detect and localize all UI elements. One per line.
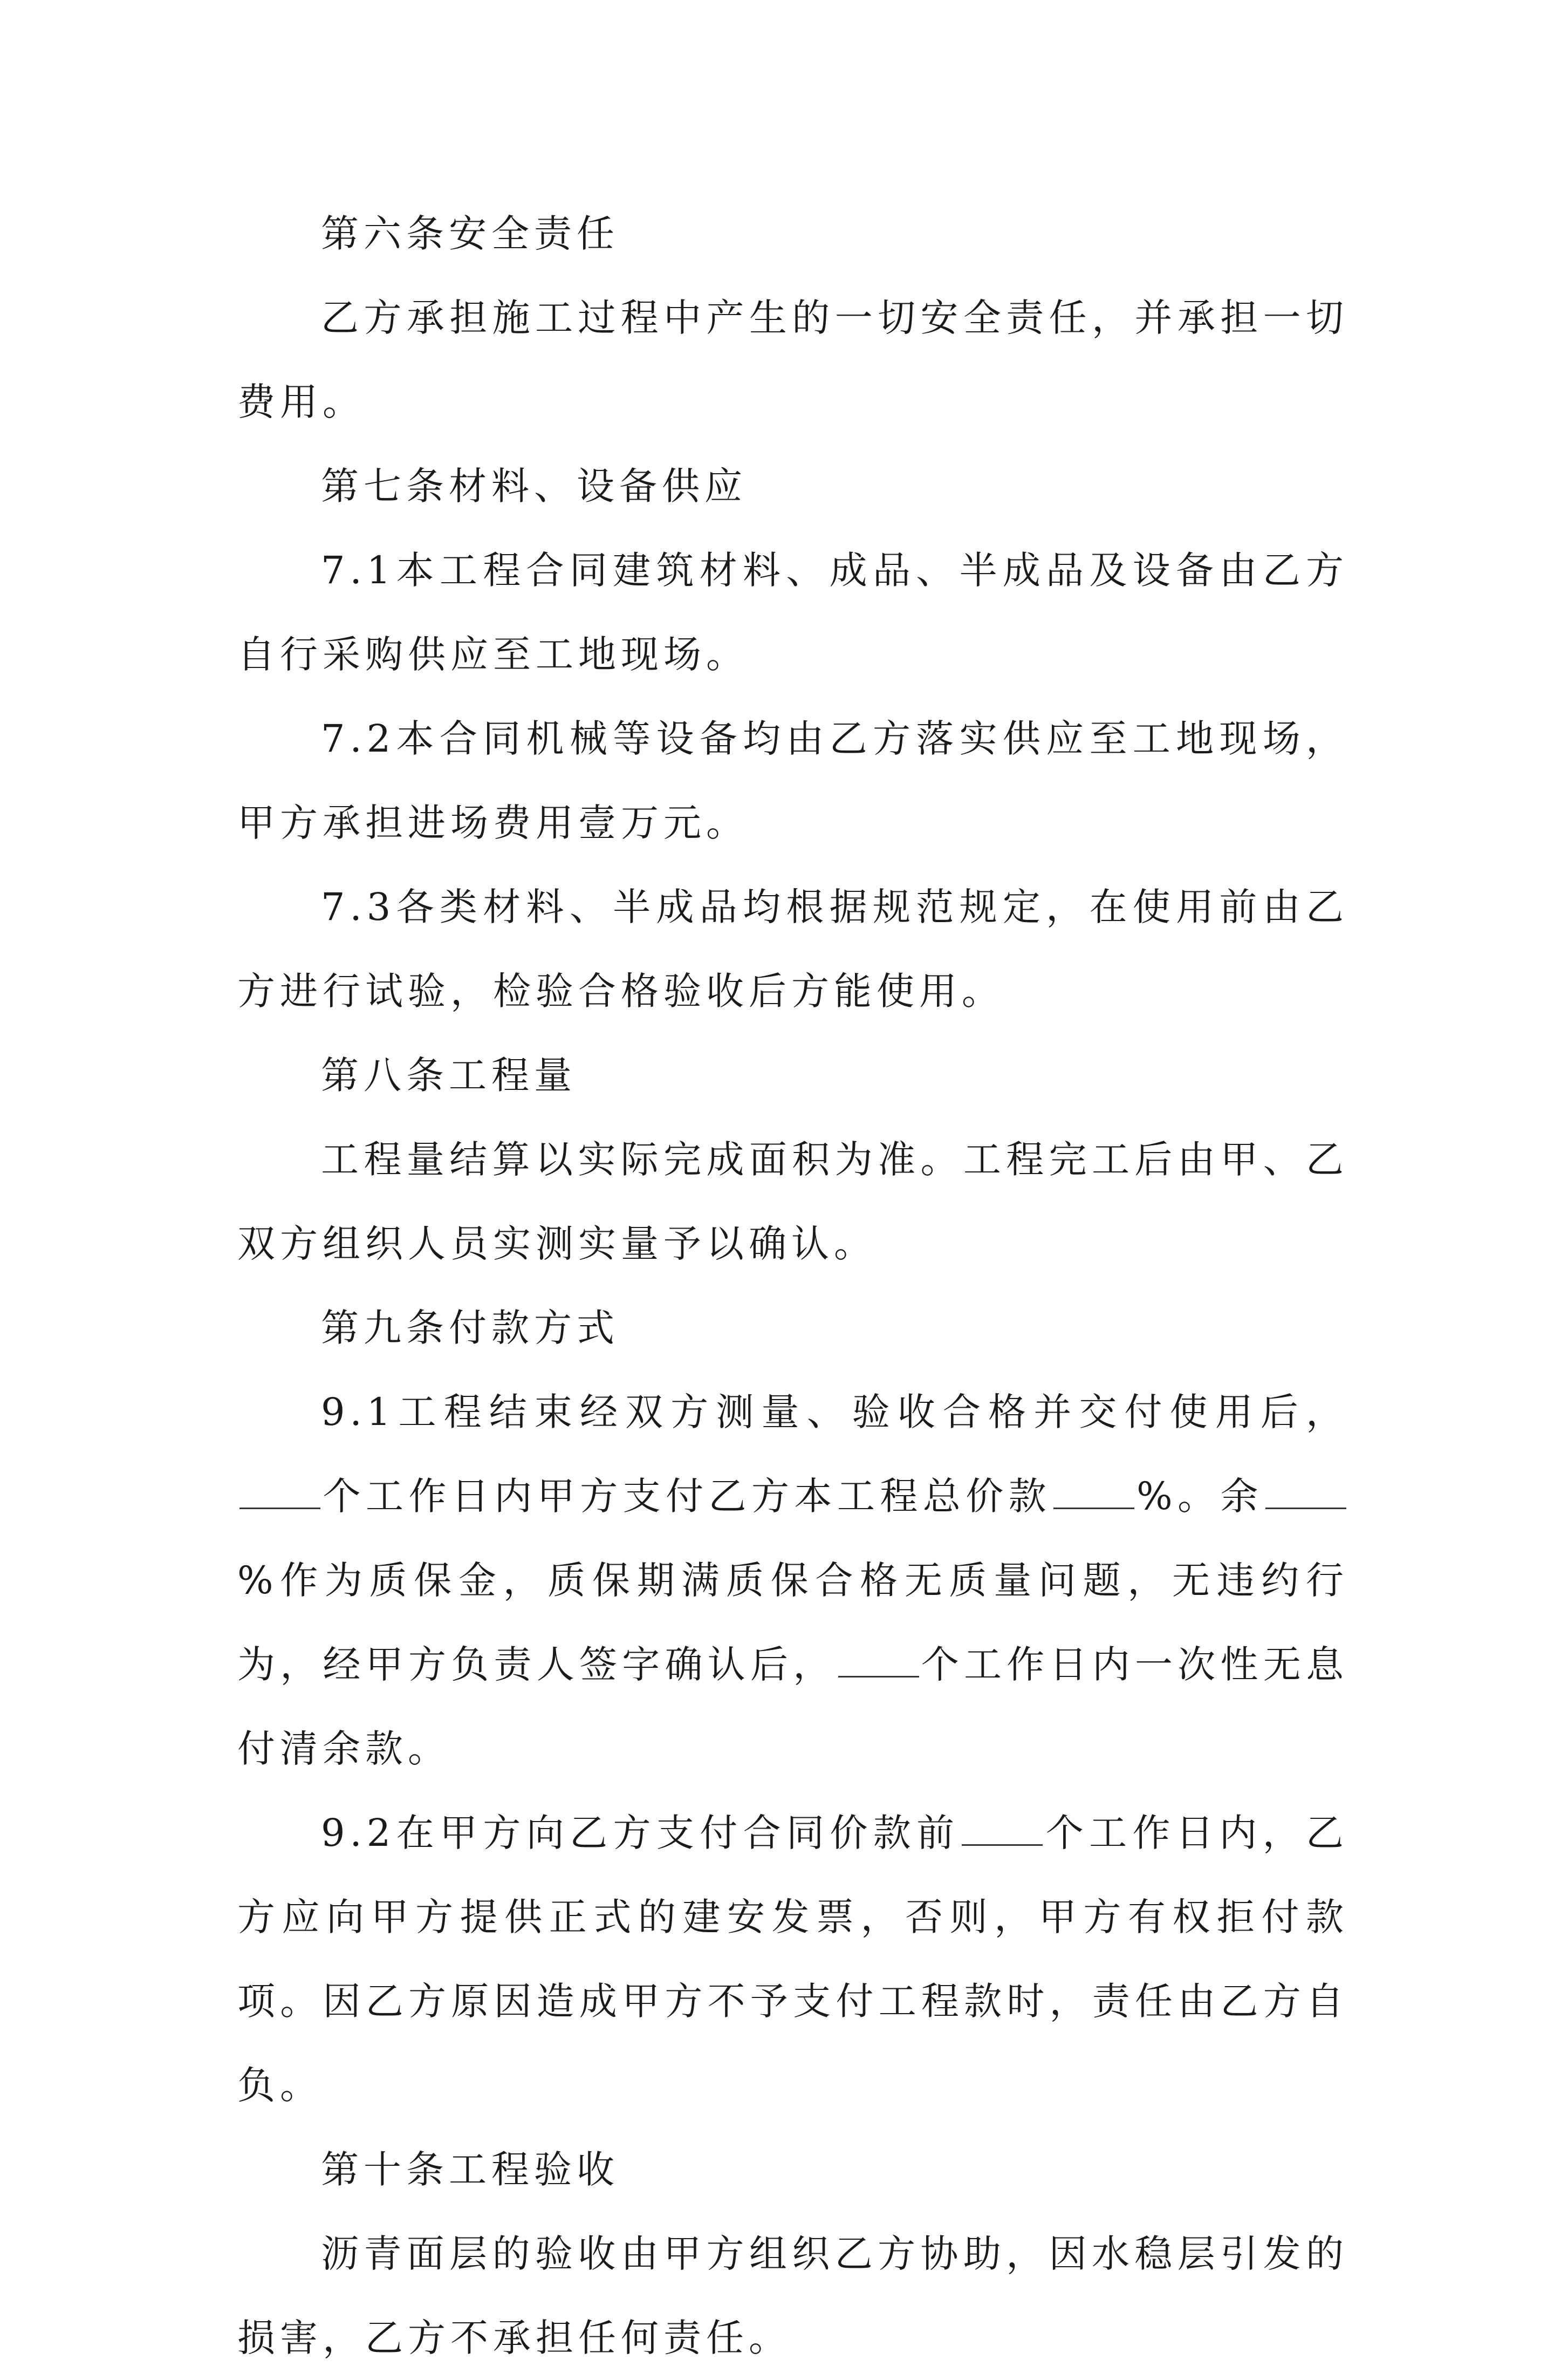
blank-percent-1: [1053, 1507, 1134, 1509]
section-heading-7: 第七条材料、设备供应: [321, 464, 747, 508]
p91-part-d: %作为质保金，质保期满质保合格无质量问题，无违约行为，经甲方负责人签字确认后，: [237, 1558, 1348, 1687]
section-heading-10: 第十条工程验收: [321, 2147, 619, 2192]
paragraph-safety: 乙方承担施工过程中产生的一切安全责任，并承担一切费用。: [237, 296, 1348, 424]
paragraph-7-2: 7.2本合同机械等设备均由乙方落实供应至工地现场，甲方承担进场费用壹万元。: [237, 717, 1348, 845]
p91-part-c: %。余: [1136, 1474, 1264, 1518]
p92-part-a: 9.2在甲方向乙方支付合同价款前: [321, 1811, 960, 1855]
blank-days-3: [962, 1844, 1043, 1846]
p91-part-e: 个工作日内一次性无息付清余款。: [237, 1642, 1348, 1771]
paragraph-7-1: 7.1本工程合同建筑材料、成品、半成品及设备由乙方自行采购供应至工地现场。: [237, 548, 1348, 677]
paragraph-acceptance: 沥青面层的验收由甲方组织乙方协助，因水稳层引发的损害，乙方不承担任何责任。: [237, 2232, 1348, 2360]
document-body: [237, 192, 1348, 2380]
section-heading-6: 第六条安全责任: [321, 212, 619, 256]
section-heading-9: 第九条付款方式: [321, 1306, 619, 1350]
p91-part-b: 个工作日内甲方支付乙方本工程总价款: [323, 1474, 1052, 1518]
section-heading-8: 第八条工程量: [321, 1053, 577, 1097]
paragraph-9-2: [237, 1791, 1348, 2127]
blank-days-2: [838, 1675, 919, 1677]
paragraph-quantity: 工程量结算以实际完成面积为准。工程完工后由甲、乙双方组织人员实测实量予以确认。: [237, 1137, 1348, 1266]
blank-percent-2: [1265, 1507, 1346, 1509]
blank-days-1: [239, 1507, 320, 1509]
paragraph-7-3: 7.3各类材料、半成品均根据规范规定，在使用前由乙方进行试验，检验合格验收后方能使用。: [237, 885, 1348, 1013]
p92-part-b: 个工作日内，乙方应向甲方提供正式的建安发票，否则，甲方有权拒付款项。因乙方原因造成甲方不予支付工程款时，责任由乙方自负。: [237, 1811, 1348, 2108]
p91-part-a: 9.1工程结束经双方测量、验收合格并交付使用后，: [321, 1390, 1348, 1434]
paragraph-9-1: [237, 1370, 1348, 1791]
